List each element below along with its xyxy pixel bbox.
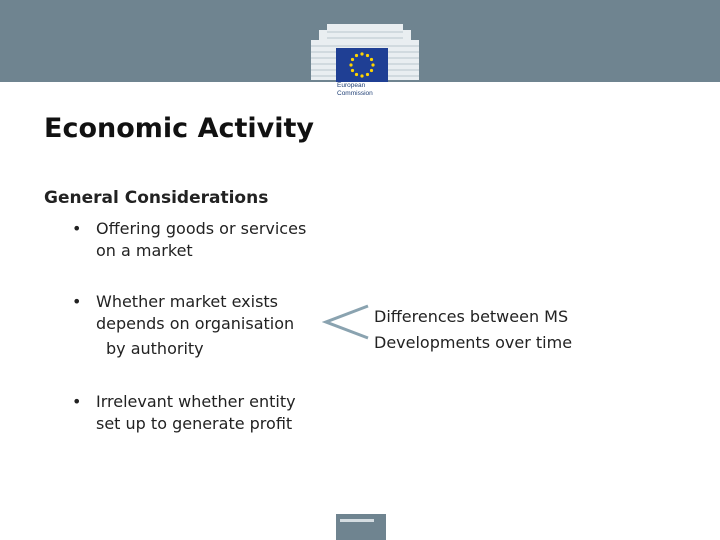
bullet-dot-icon: •: [72, 292, 82, 311]
slide-title: Economic Activity: [44, 113, 314, 144]
eu-commission-building-logo-icon: [305, 18, 425, 82]
bullet-line: Offering goods or services: [96, 219, 307, 238]
bullet-line: set up to generate profit: [96, 414, 293, 433]
european-commission-logo: [305, 18, 425, 106]
bullet-offering-goods: [72, 218, 352, 262]
branch-connector-icon: [322, 302, 372, 342]
bullet-dot-icon: •: [72, 392, 82, 411]
bullet-dot-icon: •: [72, 219, 82, 238]
bullet-line: by authority: [106, 339, 204, 358]
side-notes: [374, 304, 572, 356]
footer-badge-stripe: [340, 519, 374, 522]
logo-text-line2: Commission: [337, 90, 373, 97]
bullet-line: on a market: [96, 241, 193, 260]
side-note-differences: Differences between MS: [374, 307, 569, 326]
bullet-market-exists: [72, 291, 352, 360]
bullet-line: depends on organisation: [96, 314, 295, 333]
side-note-developments: Developments over time: [374, 333, 573, 352]
logo-text-line1: European: [337, 82, 366, 89]
footer-commission-badge: [336, 514, 386, 540]
logo-text: [337, 82, 397, 98]
bullet-line: Whether market exists: [96, 292, 279, 311]
section-heading: General Considerations: [44, 188, 269, 208]
bullet-irrelevant-profit: [72, 391, 352, 435]
bullet-line: Irrelevant whether entity: [96, 392, 296, 411]
